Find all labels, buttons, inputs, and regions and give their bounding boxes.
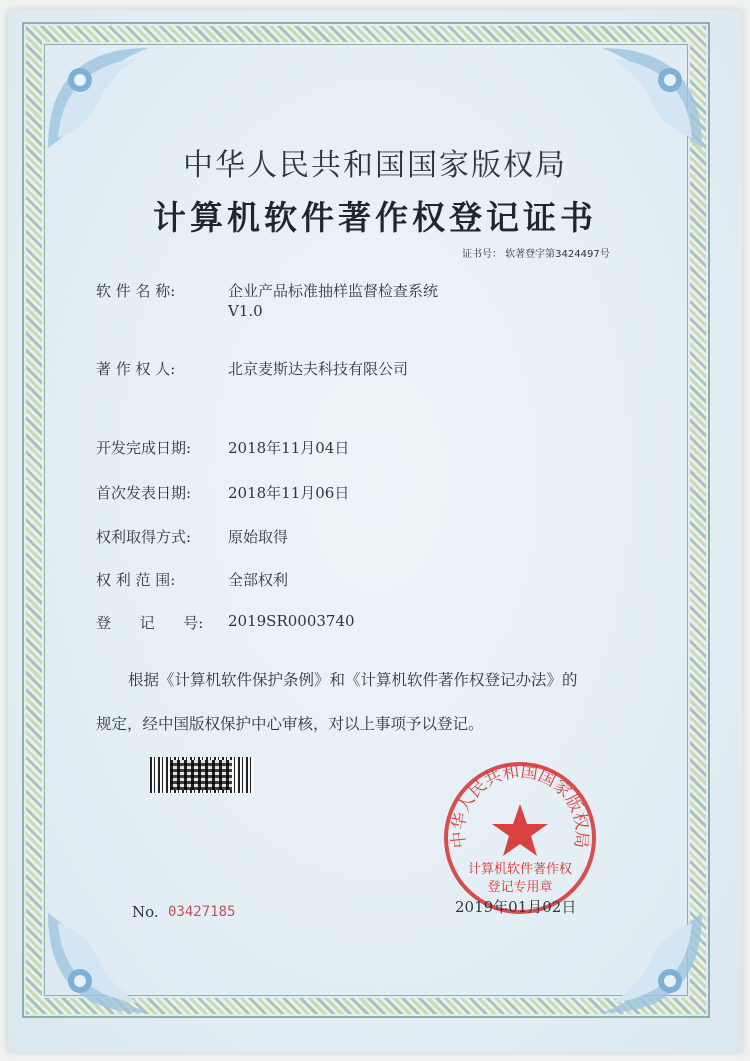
dev-complete-value: 2018年11月04日 xyxy=(228,439,350,457)
registration-number-row xyxy=(96,612,355,633)
first-publish-row xyxy=(96,482,350,503)
acquire-method-value: 原始取得 xyxy=(228,528,289,546)
copyright-owner-value: 北京麦斯达夫科技有限公司 xyxy=(228,360,409,378)
qr-code xyxy=(170,760,232,790)
software-name-row xyxy=(96,280,439,301)
dev-complete-label: 开发完成日期: xyxy=(96,439,192,457)
certificate-title: 计算机软件著作权登记证书 xyxy=(153,198,597,237)
rights-scope-label: 权 利 范 围: xyxy=(96,571,176,589)
serial-number: 03427185 xyxy=(168,904,236,920)
copyright-owner-label: 著 作 权 人: xyxy=(96,360,176,378)
registration-number-value: 2019SR0003740 xyxy=(228,612,355,630)
rights-scope-row xyxy=(96,569,289,590)
acquire-method-row xyxy=(96,526,289,547)
registration-number-label: 登 记 号: xyxy=(96,614,204,632)
software-name-label: 软 件 名 称: xyxy=(96,282,176,300)
statement-line-1: 根据《计算机软件保护条例》和《计算机软件著作权登记办法》的 xyxy=(128,671,578,689)
first-publish-value: 2018年11月06日 xyxy=(228,484,350,502)
copyright-owner-row xyxy=(96,358,409,379)
star-icon xyxy=(492,804,548,856)
issuing-authority: 中华人民共和国国家版权局 xyxy=(183,148,567,183)
seal-text-line-1: 计算机软件著作权 xyxy=(467,862,572,877)
dev-complete-row xyxy=(96,437,350,458)
serial-label: No. xyxy=(132,903,159,921)
issue-date: 2019年01月02日 xyxy=(455,898,577,916)
software-version-value: V1.0 xyxy=(228,302,263,320)
seal-text-line-2: 登记专用章 xyxy=(487,880,553,895)
acquire-method-label: 权利取得方式: xyxy=(96,528,192,546)
seal-ring-text: 中华人民共和国国家版权局 xyxy=(448,761,592,850)
statement-line-2: 规定，经中国版权保护中心审核，对以上事项予以登记。 xyxy=(96,715,484,733)
certificate-number: 证书号： 软著登字第3424497号 xyxy=(462,249,610,260)
rights-scope-value: 全部权利 xyxy=(228,571,289,589)
corner-ornament-icon xyxy=(38,903,158,1023)
corner-ornament-icon xyxy=(592,903,712,1023)
software-name-value: 企业产品标准抽样监督检查系统 xyxy=(228,282,439,300)
first-publish-label: 首次发表日期: xyxy=(96,484,192,502)
